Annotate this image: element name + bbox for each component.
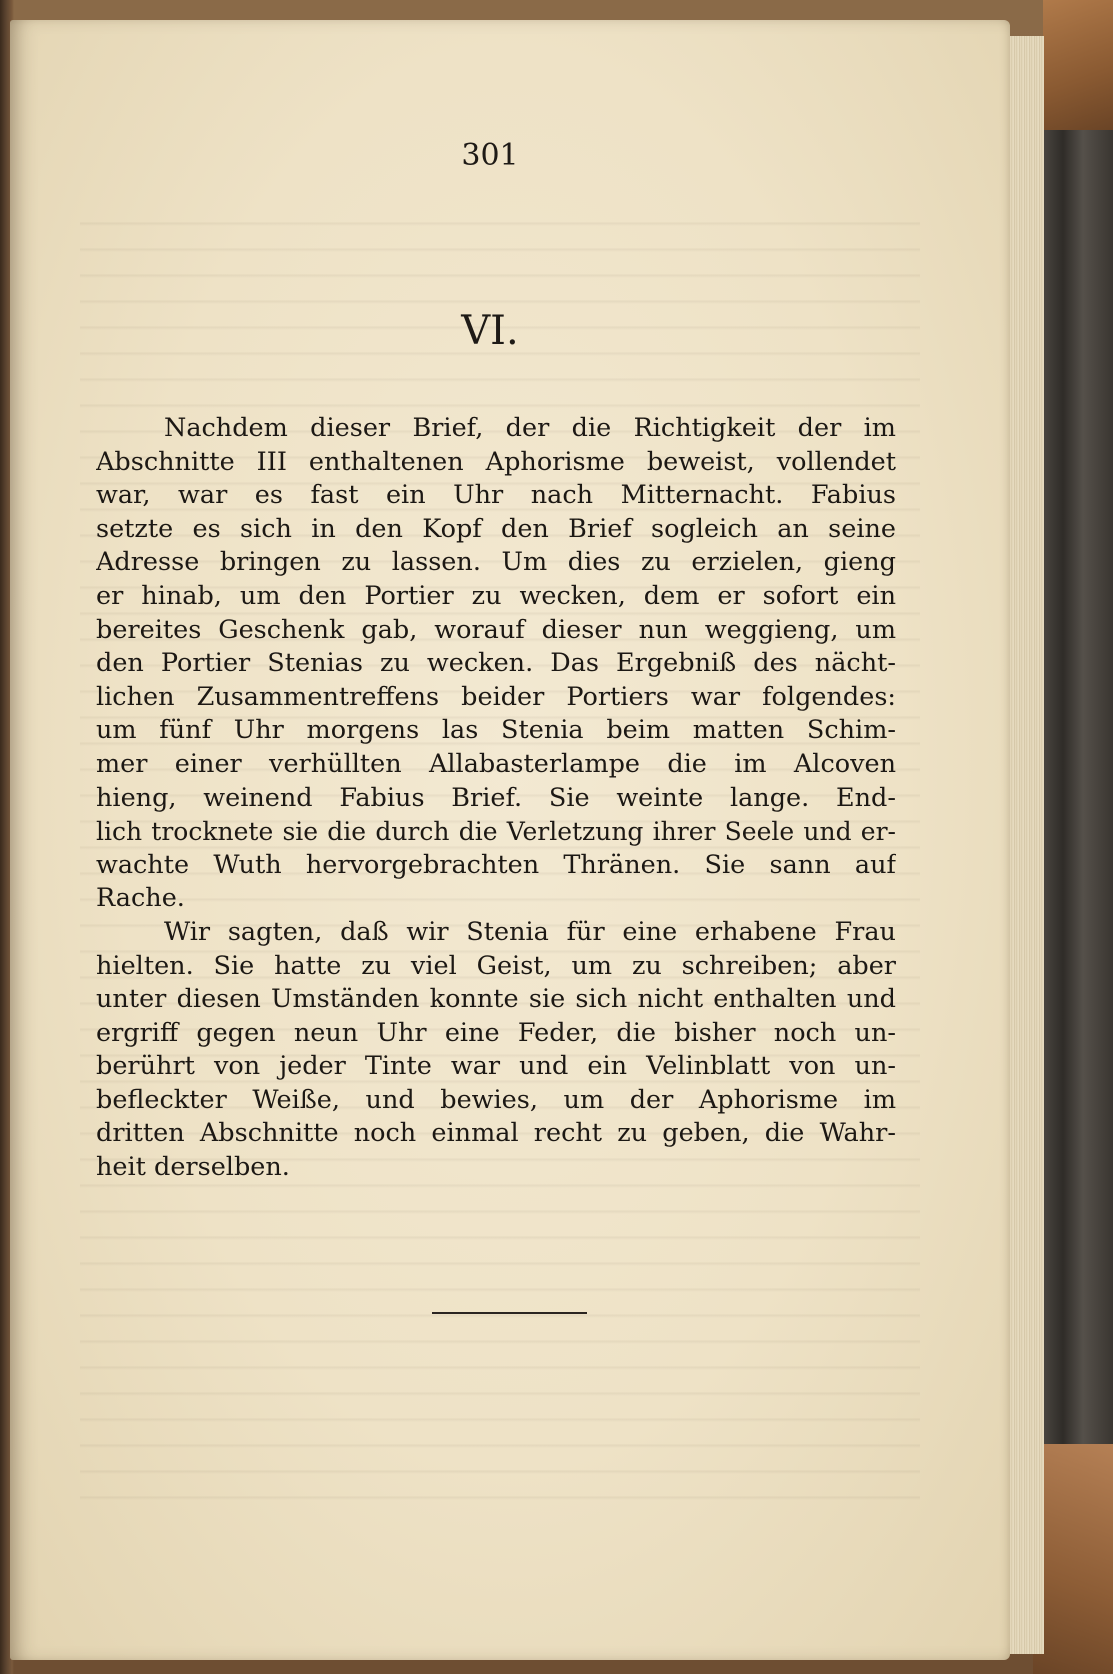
text-line: lich trocknete sie die durch die Verletzung ihrer Seele und er- [96,817,896,847]
text-line: lichen Zusammentreffens beider Portiers war folgendes: [96,681,896,712]
text-line: ergriff gegen neun Uhr eine Feder, die bisher noch un- [96,1017,896,1048]
text-line: Adresse bringen zu lassen. Um dies zu erzielen, gieng [96,547,896,578]
text-line: setzte es sich in den Kopf den Brief sogleich an seine [96,513,896,544]
text-line: wachte Wuth hervorgebrachten Thränen. Sie sann auf [96,849,896,880]
page-number: 301 [461,138,519,173]
text-line: den Portier Stenias zu wecken. Das Ergebniß des nächt- [96,648,896,679]
chapter-heading: VI. [461,308,519,354]
paragraph-2 [96,916,896,1185]
text-line: berührt von jeder Tinte war und ein Velinblatt von un- [96,1051,896,1082]
text-line: bereites Geschenk gab, worauf dieser nun weggieng, um [96,614,896,645]
text-line: heit derselben. [96,1152,290,1183]
paragraph-1 [96,412,896,916]
leather-corner-top [1043,0,1113,130]
text-line: um fünf Uhr morgens las Stenia beim matten Schim- [96,715,896,746]
text-line: dritten Abschnitte noch einmal recht zu geben, die Wahr- [96,1118,896,1149]
text-line: Rache. [96,883,185,914]
text-line: befleckter Weiße, und bewies, um der Aphorisme im [96,1084,896,1115]
text-line: Nachdem dieser Brief, der die Richtigkeit der im [164,413,896,443]
text-line: hieng, weinend Fabius Brief. Sie weinte lange. End- [96,782,896,813]
text-line: hielten. Sie hatte zu viel Geist, um zu schreiben; aber [96,950,896,981]
text-line: Wir sagten, daß wir Stenia für eine erhabene Frau [164,916,896,947]
book-cover-edge [1043,0,1113,1674]
text-line: war, war es fast ein Uhr nach Mitternacht. Fabius [96,480,896,511]
section-divider [432,1312,587,1314]
text-line: Abschnitte III enthaltenen Aphorisme beweist, vollendet [96,446,896,477]
text-line: mer einer verhüllten Allabasterlampe die im Alcoven [96,748,896,779]
text-line: er hinab, um den Portier zu wecken, dem er sofort ein [96,580,896,611]
text-line: unter diesen Umständen konnte sie sich nicht enthalten und [96,984,896,1015]
book-page [10,20,1010,1660]
leather-corner-bottom [1033,1444,1113,1674]
body-text [96,412,896,1185]
